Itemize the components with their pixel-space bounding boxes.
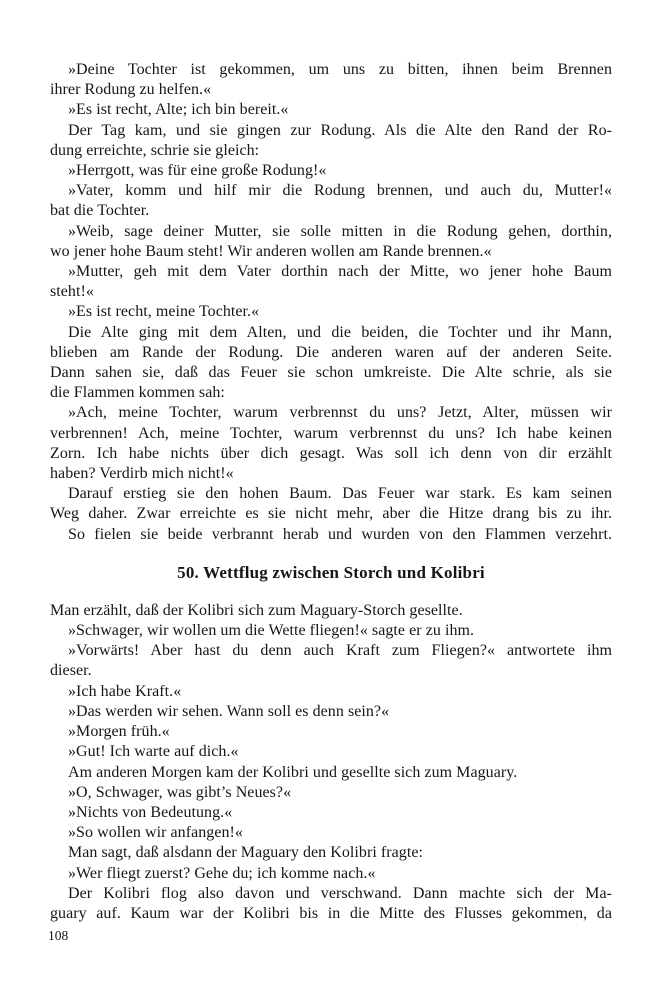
text-line: Der Tag kam, und sie gingen zur Rodung. Als die Alte den Rand der Ro- [68, 121, 612, 139]
text-line: »Schwager, wir wollen um die Wette fliegen!« sagte er zu ihm. [68, 622, 475, 640]
text-line: »Herrgott, was für eine große Rodung!« [68, 162, 327, 180]
text-line: Darauf erstieg sie den hohen Baum. Das Feuer war stark. Es kam seinen [68, 485, 612, 503]
text-line: »Es ist recht, meine Tochter.« [68, 303, 260, 321]
text-line: ihrer Rodung zu helfen.« [50, 81, 212, 99]
text-line: Man sagt, daß alsdann der Maguary den Kolibri fragte: [68, 844, 423, 862]
text-line: »Ach, meine Tochter, warum verbrennst du uns? Jetzt, Alter, müssen wir [68, 404, 612, 422]
text-line: »Ich habe Kraft.« [68, 682, 182, 700]
text-line: »O, Schwager, was gibt’s Neues?« [68, 783, 292, 801]
story-49-continuation [50, 60, 612, 545]
text-line: verbrennen! Ach, meine Tochter, warum verbrennst du uns? Ich habe keinen [50, 424, 612, 442]
text-line: bat die Tochter. [50, 202, 150, 220]
text-line: »Mutter, geh mit dem Vater dorthin nach der Mitte, wo jener hohe Baum [68, 263, 612, 281]
text-line: haben? Verdirb mich nicht!« [50, 465, 234, 483]
page-number: 108 [48, 928, 69, 943]
text-line: die Flammen kommen sah: [50, 384, 225, 402]
text-line: »Vater, komm und hilf mir die Rodung brennen, und auch du, Mutter!« [68, 182, 612, 200]
story-50-text [50, 601, 612, 924]
chapter-heading: 50. Wettflug zwischen Storch und Kolibri [177, 562, 485, 582]
text-line: dieser. [50, 662, 92, 680]
text-line: Dann sahen sie, daß das Feuer sie schon umkreiste. Die Alte schrie, als sie [50, 364, 612, 382]
text-line: steht!« [50, 283, 94, 301]
text-line: »So wollen wir anfangen!« [68, 824, 243, 842]
text-line: »Deine Tochter ist gekommen, um uns zu bitten, ihnen beim Brennen [68, 61, 612, 78]
text-line: Am anderen Morgen kam der Kolibri und gesellte sich zum Maguary. [68, 763, 518, 781]
text-line: So fielen sie beide verbrannt herab und wurden von den Flammen verzehrt. [68, 525, 612, 543]
text-line: Weg daher. Zwar erreichte es sie nicht mehr, aber die Hitze drang bis zu ihr. [50, 505, 612, 523]
text-line: Man erzählt, daß der Kolibri sich zum Maguary-Storch gesellte. [50, 601, 463, 619]
text-line: »Das werden wir sehen. Wann soll es denn sein?« [68, 702, 390, 720]
text-line: »Gut! Ich warte auf dich.« [68, 743, 239, 761]
text-line: »Weib, sage deiner Mutter, sie solle mitten in die Rodung gehen, dorthin, [68, 222, 612, 240]
text-line: guary auf. Kaum war der Kolibri bis in die Mitte des Flusses gekommen, da [50, 904, 612, 922]
text-line: Die Alte ging mit dem Alten, und die beiden, die Tochter und ihr Mann, [68, 323, 612, 341]
text-line: »Vorwärts! Aber hast du denn auch Kraft zum Fliegen?« antwortete ihm [68, 642, 612, 660]
text-line: »Morgen früh.« [68, 723, 170, 741]
page-text [50, 60, 612, 924]
text-line: Der Kolibri flog also davon und verschwand. Dann machte sich der Ma- [68, 884, 612, 902]
text-line: »Wer fliegt zuerst? Gehe du; ich komme nach.« [68, 864, 376, 882]
text-line: dung erreichte, schrie sie gleich: [50, 141, 260, 159]
text-line: »Es ist recht, Alte; ich bin bereit.« [68, 101, 289, 119]
text-line: Zorn. Ich habe nichts über dich gesagt. Was soll ich denn von dir erzählt [50, 444, 612, 462]
text-line: wo jener hohe Baum steht! Wir anderen wollen am Rande brennen.« [50, 242, 492, 260]
text-line: blieben am Rande der Rodung. Die anderen waren auf der anderen Seite. [50, 343, 612, 361]
text-line: »Nichts von Bedeutung.« [68, 803, 233, 821]
